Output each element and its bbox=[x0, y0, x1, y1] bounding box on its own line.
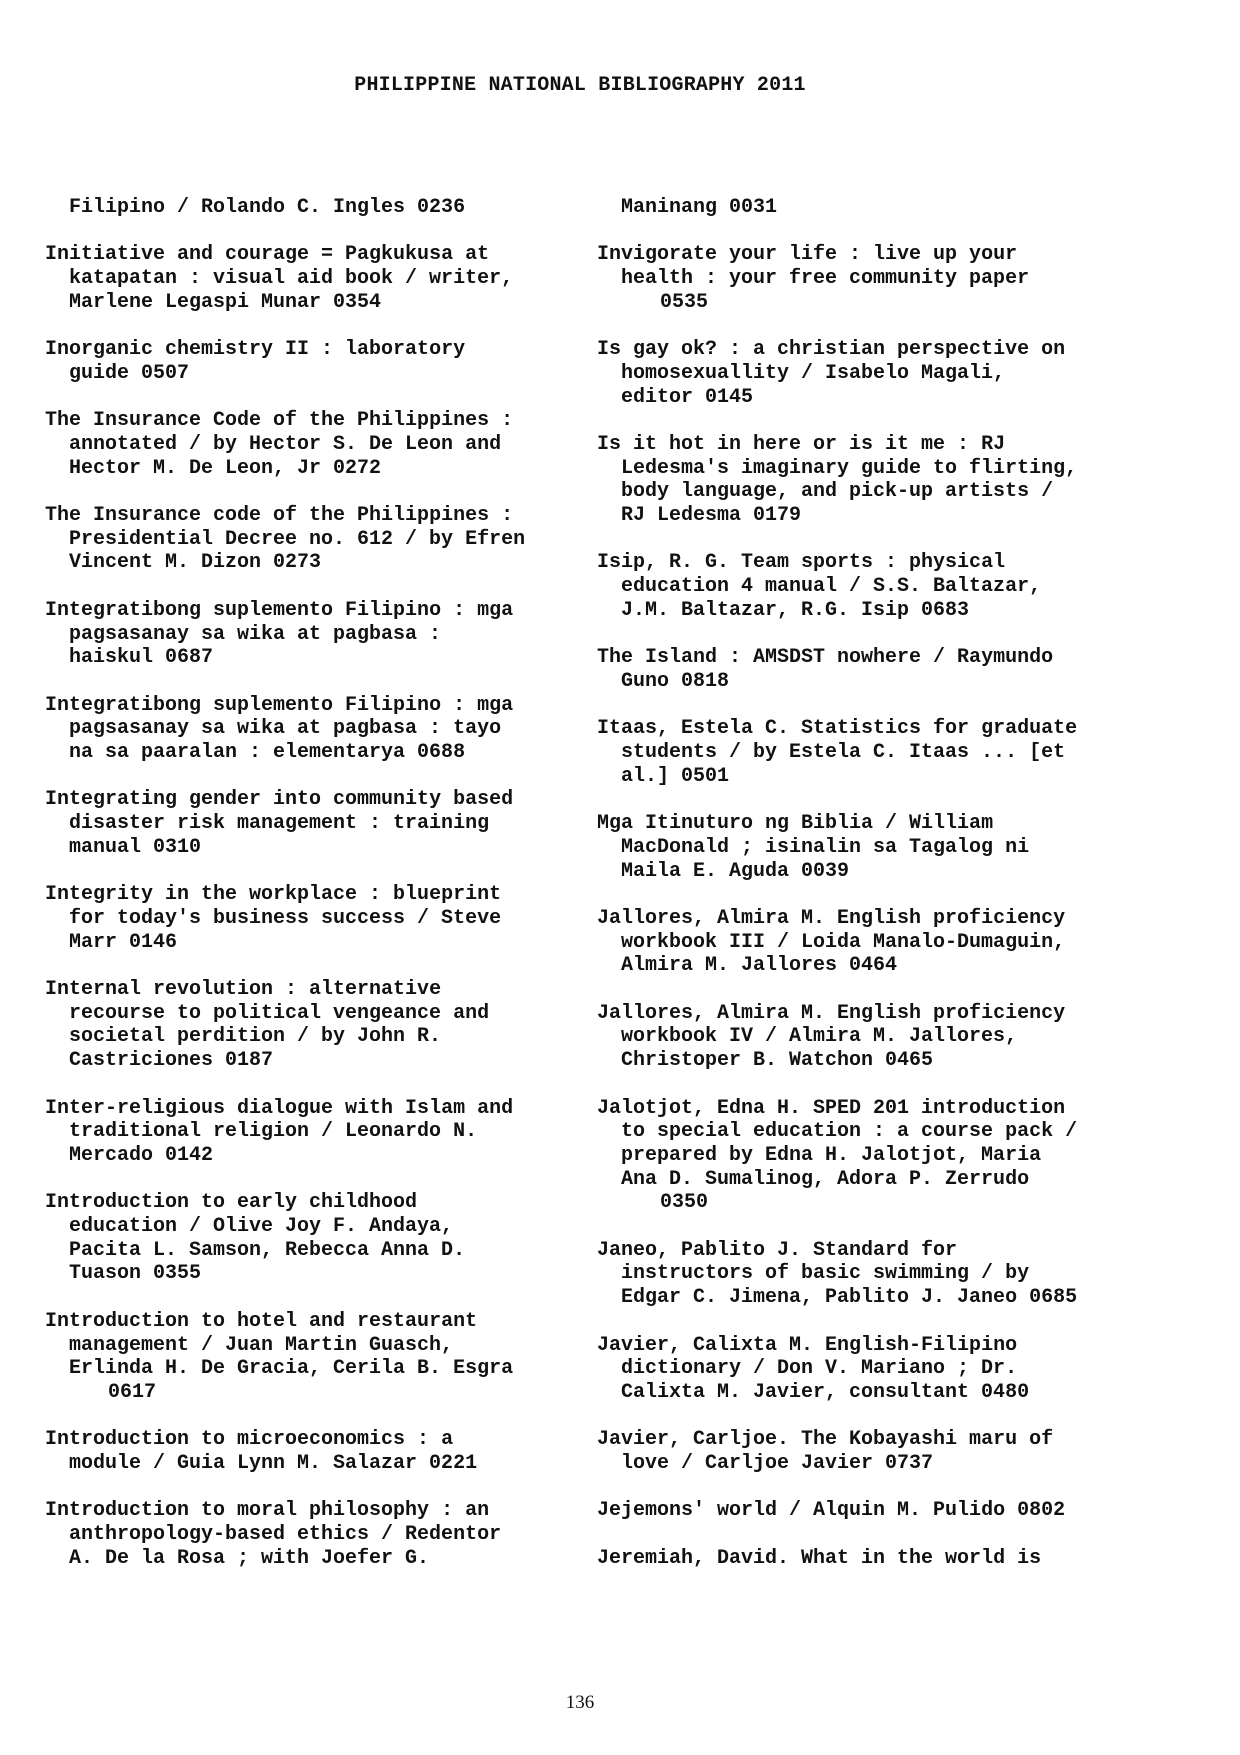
entry-line: Introduction to early childhood bbox=[45, 1191, 418, 1215]
entry-line: instructors of basic swimming / by bbox=[621, 1262, 1030, 1286]
entry-line: 0617 bbox=[108, 1380, 157, 1404]
bibliography-entry bbox=[45, 338, 565, 385]
entry-line: module / Guia Lynn M. Salazar 0221 bbox=[69, 1452, 478, 1476]
bibliography-entry bbox=[597, 1002, 1117, 1073]
entry-line: annotated / by Hector S. De Leon and bbox=[69, 432, 502, 456]
entry-line: Introduction to microeconomics : a bbox=[45, 1428, 454, 1452]
entry-line: A. De la Rosa ; with Joefer G. bbox=[69, 1546, 430, 1570]
entry-line: Filipino / Rolando C. Ingles 0236 bbox=[69, 196, 466, 219]
entry-line: Javier, Calixta M. English-Filipino bbox=[597, 1333, 1018, 1357]
bibliography-entry bbox=[597, 1547, 1117, 1571]
entry-line: Tuason 0355 bbox=[69, 1262, 202, 1286]
entry-line: Castriciones 0187 bbox=[69, 1049, 274, 1073]
bibliography-entry bbox=[597, 338, 1117, 409]
bibliography-entry bbox=[597, 812, 1117, 883]
entry-line: 0350 bbox=[660, 1191, 709, 1215]
entry-line: The Insurance Code of the Philippines : bbox=[45, 409, 514, 433]
entry-line: Maila E. Aguda 0039 bbox=[621, 859, 850, 883]
entry-line: Internal revolution : alternative bbox=[45, 978, 442, 1002]
entry-line: for today's business success / Steve bbox=[69, 906, 502, 930]
entry-line: Erlinda H. De Gracia, Cerila B. Esgra bbox=[69, 1357, 514, 1381]
bibliography-entry bbox=[45, 1428, 565, 1475]
entry-line: Javier, Carljoe. The Kobayashi maru of bbox=[597, 1428, 1054, 1452]
entry-line: Edgar C. Jimena, Pablito J. Janeo 0685 bbox=[621, 1286, 1078, 1310]
entry-line: Ledesma's imaginary guide to flirting, bbox=[621, 456, 1078, 480]
entry-line: J.M. Baltazar, R.G. Isip 0683 bbox=[621, 598, 970, 622]
entry-line: Inorganic chemistry II : laboratory bbox=[45, 338, 466, 362]
entry-line: MacDonald ; isinalin sa Tagalog ni bbox=[621, 835, 1030, 859]
bibliography-entry bbox=[597, 1334, 1117, 1405]
entry-line: Marr 0146 bbox=[69, 930, 178, 954]
page-number: 136 bbox=[565, 1692, 595, 1713]
entry-line: Mga Itinuturo ng Biblia / William bbox=[597, 812, 994, 836]
entry-line: Integrity in the workplace : blueprint bbox=[45, 883, 502, 907]
entry-line: Jalotjot, Edna H. SPED 201 introduction bbox=[597, 1096, 1066, 1120]
entry-line: Christoper B. Watchon 0465 bbox=[621, 1049, 934, 1073]
bibliography-entry bbox=[45, 1499, 565, 1570]
bibliography-entry bbox=[597, 1428, 1117, 1475]
entry-line: Initiative and courage = Pagkukusa at bbox=[45, 243, 490, 267]
entry-line: Is it hot in here or is it me : RJ bbox=[597, 432, 1006, 456]
bibliography-entry bbox=[45, 196, 565, 220]
entry-line: Integratibong suplemento Filipino : mga bbox=[45, 598, 514, 622]
entry-line: Integratibong suplemento Filipino : mga bbox=[45, 693, 514, 717]
entry-line: Jeremiah, David. What in the world is bbox=[597, 1546, 1042, 1570]
entry-line: Janeo, Pablito J. Standard for bbox=[597, 1238, 958, 1262]
entry-line: Guno 0818 bbox=[621, 669, 730, 693]
entry-line: Jallores, Almira M. English proficiency bbox=[597, 1001, 1066, 1025]
entry-line: haiskul 0687 bbox=[69, 646, 214, 670]
entry-line: body language, and pick-up artists / bbox=[621, 480, 1054, 504]
entry-line: RJ Ledesma 0179 bbox=[621, 504, 802, 528]
bibliography-entry bbox=[597, 433, 1117, 528]
entry-line: na sa paaralan : elementarya 0688 bbox=[69, 741, 466, 765]
bibliography-entry bbox=[597, 1097, 1117, 1216]
entry-line: recourse to political vengeance and bbox=[69, 1001, 490, 1025]
entry-line: education 4 manual / S.S. Baltazar, bbox=[621, 575, 1042, 599]
entry-line: Calixta M. Javier, consultant 0480 bbox=[621, 1380, 1030, 1404]
entry-line: Pacita L. Samson, Rebecca Anna D. bbox=[69, 1238, 466, 1262]
entry-line: Mercado 0142 bbox=[69, 1143, 214, 1167]
entry-line: Invigorate your life : live up your bbox=[597, 243, 1018, 267]
entry-line: traditional religion / Leonardo N. bbox=[69, 1120, 478, 1144]
entry-line: pagsasanay sa wika at pagbasa : bbox=[69, 622, 442, 646]
entry-line: pagsasanay sa wika at pagbasa : tayo bbox=[69, 717, 502, 741]
entry-line: The Insurance code of the Philippines : bbox=[45, 504, 514, 528]
entry-line: societal perdition / by John R. bbox=[69, 1025, 442, 1049]
entry-line: workbook IV / Almira M. Jallores, bbox=[621, 1025, 1018, 1049]
bibliography-entry bbox=[45, 1097, 565, 1168]
entry-line: katapatan : visual aid book / writer, bbox=[69, 267, 514, 291]
entry-line: homosexuallity / Isabelo Magali, bbox=[621, 361, 1006, 385]
entry-line: workbook III / Loida Manalo-Dumaguin, bbox=[621, 930, 1066, 954]
bibliography-entry bbox=[45, 409, 565, 480]
entry-line: Inter-religious dialogue with Islam and bbox=[45, 1096, 514, 1120]
entry-line: Is gay ok? : a christian perspective on bbox=[597, 338, 1066, 362]
bibliography-entry bbox=[45, 504, 565, 575]
entry-line: al.] 0501 bbox=[621, 764, 730, 788]
entry-line: Introduction to moral philosophy : an bbox=[45, 1499, 490, 1523]
entry-line: dictionary / Don V. Mariano ; Dr. bbox=[621, 1357, 1018, 1381]
entry-line: anthropology-based ethics / Redentor bbox=[69, 1523, 502, 1547]
entry-line: Maninang 0031 bbox=[621, 196, 778, 219]
bibliography-entry bbox=[45, 694, 565, 765]
entry-line: to special education : a course pack / bbox=[621, 1120, 1078, 1144]
entry-line: Introduction to hotel and restaurant bbox=[45, 1309, 478, 1333]
entry-line: disaster risk management : training bbox=[69, 812, 490, 836]
entry-line: management / Juan Martin Guasch, bbox=[69, 1333, 454, 1357]
entry-line: The Island : AMSDST nowhere / Raymundo bbox=[597, 646, 1054, 670]
entry-line: Vincent M. Dizon 0273 bbox=[69, 551, 322, 575]
entry-line: education / Olive Joy F. Andaya, bbox=[69, 1215, 454, 1239]
bibliography-entry bbox=[45, 599, 565, 670]
bibliography-entry bbox=[45, 883, 565, 954]
entry-line: Itaas, Estela C. Statistics for graduate bbox=[597, 717, 1078, 741]
bibliography-entry bbox=[597, 717, 1117, 788]
entry-line: prepared by Edna H. Jalotjot, Maria bbox=[621, 1143, 1042, 1167]
entry-line: Jallores, Almira M. English proficiency bbox=[597, 906, 1066, 930]
entry-line: Integrating gender into community based bbox=[45, 788, 514, 812]
right-column bbox=[597, 196, 1117, 1594]
left-column bbox=[45, 196, 565, 1594]
bibliography-entry bbox=[45, 788, 565, 859]
bibliography-entry bbox=[45, 1310, 565, 1405]
bibliography-entry bbox=[597, 907, 1117, 978]
entry-line: guide 0507 bbox=[69, 361, 190, 385]
entry-line: love / Carljoe Javier 0737 bbox=[621, 1452, 934, 1476]
entry-line: Isip, R. G. Team sports : physical bbox=[597, 551, 1006, 575]
entry-line: Marlene Legaspi Munar 0354 bbox=[69, 290, 382, 314]
bibliography-entry bbox=[597, 1499, 1117, 1523]
entry-line: Presidential Decree no. 612 / by Efren bbox=[69, 527, 526, 551]
entry-line: manual 0310 bbox=[69, 835, 202, 859]
entry-line: Jejemons' world / Alquin M. Pulido 0802 bbox=[597, 1499, 1066, 1523]
bibliography-entry bbox=[597, 646, 1117, 693]
page-header: PHILIPPINE NATIONAL BIBLIOGRAPHY 2011 bbox=[354, 74, 806, 97]
bibliography-entry bbox=[45, 978, 565, 1073]
bibliography-entry bbox=[45, 243, 565, 314]
bibliography-entry bbox=[597, 551, 1117, 622]
entry-line: students / by Estela C. Itaas ... [et bbox=[621, 741, 1066, 765]
entry-line: Almira M. Jallores 0464 bbox=[621, 954, 898, 978]
entry-line: Ana D. Sumalinog, Adora P. Zerrudo bbox=[621, 1167, 1030, 1191]
entry-line: 0535 bbox=[660, 290, 709, 314]
bibliography-entry bbox=[597, 1239, 1117, 1310]
entry-line: editor 0145 bbox=[621, 385, 754, 409]
entry-line: Hector M. De Leon, Jr 0272 bbox=[69, 456, 382, 480]
bibliography-entry bbox=[45, 1191, 565, 1286]
bibliography-entry bbox=[597, 243, 1117, 314]
bibliography-entry bbox=[597, 196, 1117, 220]
entry-line: health : your free community paper bbox=[621, 267, 1030, 291]
